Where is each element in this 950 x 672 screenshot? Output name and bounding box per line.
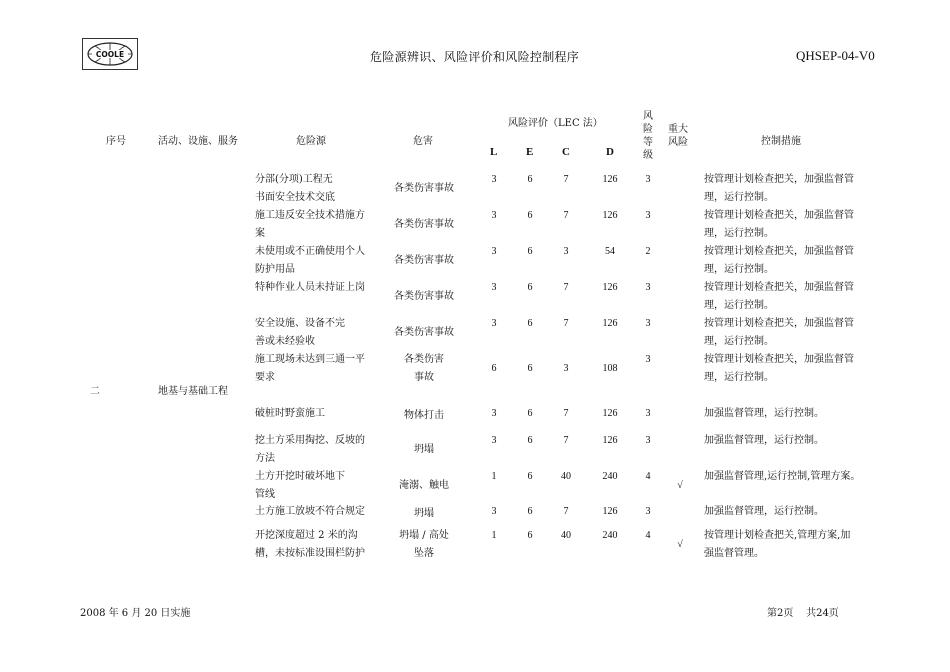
e-value: 6 <box>527 363 533 374</box>
e-value: 6 <box>527 318 533 329</box>
col-c-header: C <box>562 146 570 158</box>
harm-cell: 各类伤害事故 <box>394 291 454 302</box>
major-risk-mark <box>670 503 690 525</box>
control-measure-cell: 加强监督管理，运行控制。 <box>704 506 824 517</box>
major-risk-mark <box>670 405 690 427</box>
d-value: 126 <box>602 318 618 329</box>
l-value: 1 <box>491 471 497 482</box>
risk-level-value: 3 <box>645 435 651 446</box>
l-value: 3 <box>491 435 497 446</box>
l-value: 1 <box>491 530 497 541</box>
major-risk-mark <box>670 279 690 315</box>
e-value: 6 <box>527 506 533 517</box>
risk-level-value: 3 <box>645 210 651 221</box>
col-l-header: L <box>490 146 498 158</box>
major-risk-mark: √ <box>677 480 683 491</box>
l-value: 3 <box>491 506 497 517</box>
col-hazard-header: 危险源 <box>296 136 326 147</box>
control-measure-cell: 按管理计划检查把关，加强监督管 理，运行控制。 <box>704 174 854 203</box>
c-value: 7 <box>563 408 569 419</box>
c-value: 3 <box>563 363 569 374</box>
control-measure-cell: 加强监督管理，运行控制。 <box>704 435 824 446</box>
major-risk-mark <box>670 432 690 468</box>
d-value: 126 <box>602 174 618 185</box>
col-harm-header: 危害 <box>413 136 433 147</box>
l-value: 6 <box>491 363 497 374</box>
c-value: 7 <box>563 282 569 293</box>
risk-level-value: 3 <box>645 282 651 293</box>
hazard-cell: 施工现场未达到三通一平 要求 <box>255 354 365 383</box>
l-value: 3 <box>491 210 497 221</box>
major-risk-mark <box>670 315 690 351</box>
c-value: 7 <box>563 435 569 446</box>
d-value: 126 <box>602 435 618 446</box>
risk-level-value: 3 <box>645 354 651 365</box>
major-risk-mark <box>670 207 690 243</box>
d-value: 126 <box>602 408 618 419</box>
e-value: 6 <box>527 246 533 257</box>
risk-level-value: 2 <box>645 246 651 257</box>
c-value: 7 <box>563 210 569 221</box>
e-value: 6 <box>527 210 533 221</box>
harm-cell: 各类伤害事故 <box>394 219 454 230</box>
c-value: 3 <box>563 246 569 257</box>
d-value: 54 <box>605 246 615 257</box>
harm-cell: 坍塌 / 高处 坠落 <box>399 530 449 559</box>
section-activity: 地基与基础工程 <box>158 386 228 397</box>
c-value: 40 <box>561 471 571 482</box>
harm-cell: 各类伤害事故 <box>394 327 454 338</box>
logo-text: COOLE <box>95 50 125 59</box>
col-risk-level-header: 风 险 等 级 <box>643 111 653 161</box>
hazard-cell: 安全设施、设备不完 善或未经验收 <box>255 318 345 347</box>
hazard-cell: 施工违反安全技术措施方 案 <box>255 210 365 239</box>
d-value: 108 <box>602 363 618 374</box>
control-measure-cell: 加强监督管理,运行控制,管理方案。 <box>704 471 861 482</box>
col-d-header: D <box>606 146 614 158</box>
harm-cell: 坍塌 <box>414 444 434 455</box>
hazard-cell: 开挖深度超过 2 米的沟 槽，未按标准设围栏防护 <box>255 530 365 559</box>
col-activity-header: 活动、设施、服务 <box>158 136 238 147</box>
major-risk-mark: √ <box>677 539 683 550</box>
harm-cell: 坍塌 <box>414 508 434 519</box>
l-value: 3 <box>491 246 497 257</box>
risk-level-value: 4 <box>645 471 651 482</box>
l-value: 3 <box>491 282 497 293</box>
company-logo <box>82 38 138 70</box>
major-risk-mark <box>670 351 690 387</box>
effective-date: 2008 年 6 月 20 日实施 <box>80 608 191 619</box>
e-value: 6 <box>527 282 533 293</box>
hazard-cell: 特种作业人员未持证上岗 <box>255 282 365 293</box>
control-measure-cell: 按管理计划检查把关,管理方案,加 强监督管理。 <box>704 530 851 559</box>
page-number: 第2页 共24页 <box>767 608 839 619</box>
d-value: 240 <box>602 530 618 541</box>
harm-cell: 各类伤害事故 <box>394 183 454 194</box>
d-value: 240 <box>602 471 618 482</box>
c-value: 7 <box>563 174 569 185</box>
hazard-cell: 破桩时野蛮施工 <box>255 408 325 419</box>
risk-level-value: 3 <box>645 318 651 329</box>
control-measure-cell: 加强监督管理，运行控制。 <box>704 408 824 419</box>
col-e-header: E <box>526 146 534 158</box>
risk-level-value: 3 <box>645 174 651 185</box>
harm-cell: 各类伤害事故 <box>394 255 454 266</box>
control-measure-cell: 按管理计划检查把关，加强监督管 理，运行控制。 <box>704 318 854 347</box>
risk-level-value: 4 <box>645 530 651 541</box>
control-measure-cell: 按管理计划检查把关，加强监督管 理，运行控制。 <box>704 210 854 239</box>
risk-level-value: 3 <box>645 506 651 517</box>
col-seq-header: 序号 <box>106 136 126 147</box>
e-value: 6 <box>527 530 533 541</box>
hazard-cell: 分部(分项)工程无 书面安全技术交底 <box>255 174 335 203</box>
document-title: 危险源辨识、风险评价和风险控制程序 <box>370 50 580 64</box>
col-major-risk-header: 重大 风险 <box>668 124 688 148</box>
globe-logo-icon <box>85 41 135 67</box>
section-seq: 二 <box>90 386 100 397</box>
document-code: QHSEP-04-V0 <box>796 48 875 63</box>
major-risk-mark <box>670 243 690 279</box>
control-measure-cell: 按管理计划检查把关，加强监督管 理，运行控制。 <box>704 282 854 311</box>
l-value: 3 <box>491 318 497 329</box>
hazard-cell: 未使用或不正确使用个人 防护用品 <box>255 246 365 275</box>
major-risk-mark <box>670 171 690 207</box>
c-value: 40 <box>561 530 571 541</box>
hazard-cell: 土方施工放坡不符合规定 <box>255 506 365 517</box>
d-value: 126 <box>602 506 618 517</box>
risk-level-value: 3 <box>645 408 651 419</box>
l-value: 3 <box>491 174 497 185</box>
control-measure-cell: 按管理计划检查把关，加强监督管 理，运行控制。 <box>704 246 854 275</box>
harm-cell: 物体打击 <box>404 410 444 421</box>
e-value: 6 <box>527 408 533 419</box>
hazard-cell: 挖土方采用掏挖、反坡的 方法 <box>255 435 365 464</box>
col-control-header: 控制措施 <box>761 136 801 147</box>
c-value: 7 <box>563 506 569 517</box>
e-value: 6 <box>527 174 533 185</box>
harm-cell: 各类伤害 事故 <box>404 354 444 383</box>
control-measure-cell: 按管理计划检查把关，加强监督管 理，运行控制。 <box>704 354 854 383</box>
l-value: 3 <box>491 408 497 419</box>
d-value: 126 <box>602 210 618 221</box>
e-value: 6 <box>527 435 533 446</box>
c-value: 7 <box>563 318 569 329</box>
lec-header: 风险评价（LEC 法） <box>508 118 603 129</box>
harm-cell: 淹溺、触电 <box>399 480 449 491</box>
d-value: 126 <box>602 282 618 293</box>
e-value: 6 <box>527 471 533 482</box>
hazard-cell: 土方开挖时破坏地下 管线 <box>255 471 345 500</box>
